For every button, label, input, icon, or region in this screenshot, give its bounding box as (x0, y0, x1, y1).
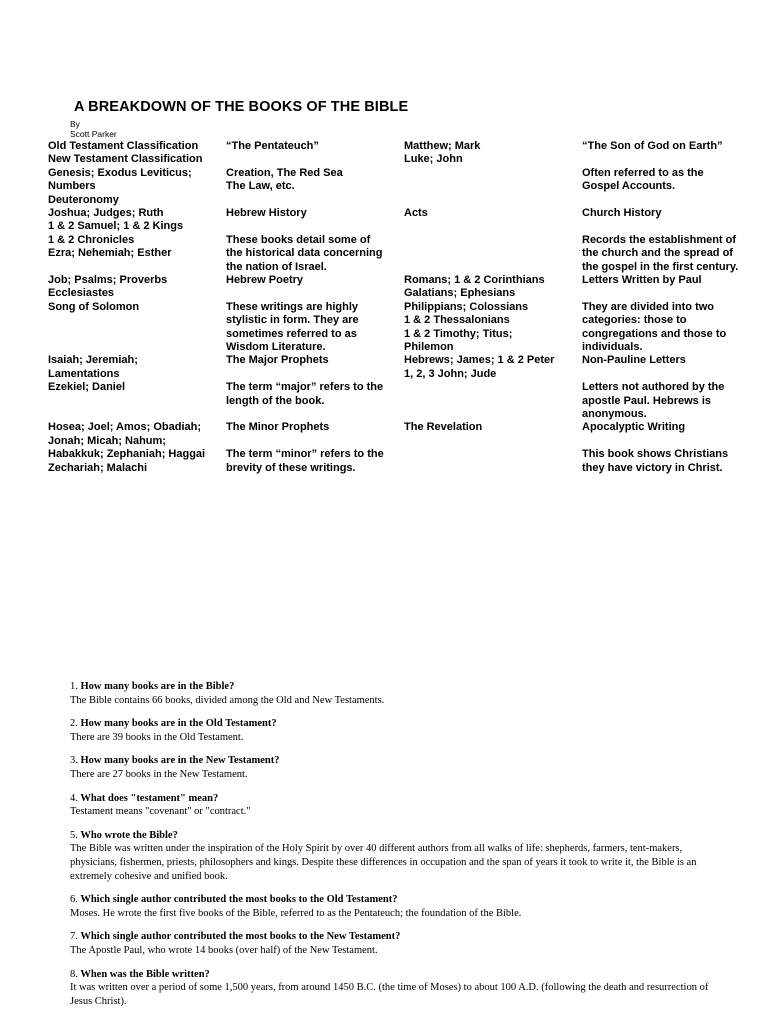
column-line: Hebrews; James; 1 & 2 Peter (404, 354, 555, 367)
column-line (48, 261, 205, 274)
column-line: Ezra; Nehemiah; Esther (48, 247, 172, 260)
column-line (226, 368, 384, 381)
column-line: Matthew; Mark (404, 140, 481, 152)
column-line (226, 287, 384, 300)
column-line: The term “major” refers to the (226, 381, 384, 394)
column-line (404, 381, 554, 394)
faq-answer: The Bible was written under the inspiration of the Holy Spirit by over 40 different authors from all walks of life: shepherds, farmers, tent-makers, physicians, fishermen, priests, philosophers and kings. Despite these differences in occupation and the span of years it took to write it, the Bible is an extremely cohesive and unified book. (70, 843, 697, 882)
byline-label: By (70, 119, 80, 129)
column-line: Joshua; Judges; Ruth (48, 207, 164, 220)
faq-question-text: How many books are in the Old Testament? (80, 718, 277, 730)
faq-answer: Moses. He wrote the first five books of the Bible, referred to as the Pentateuch; the foundation of the Bible. (70, 907, 522, 919)
column-line (404, 395, 554, 408)
column-line: Numbers (48, 180, 96, 193)
column-line: Philippians; Colossians (404, 300, 529, 313)
faq-question-text: How many books are in the New Testament? (80, 755, 280, 767)
column-line: sometimes referred to as (226, 327, 357, 340)
column-line: the historical data concerning (226, 247, 383, 260)
column-line (582, 194, 738, 207)
faq-answer: The Apostle Paul, who wrote 14 books (over half) of the New Testament. (70, 944, 378, 956)
column-line: Galatians; Ephesians (404, 287, 516, 300)
column-line: The Major Prophets (226, 354, 329, 367)
faq-answer: There are 27 books in the New Testament. (70, 768, 248, 780)
column-line (404, 180, 554, 193)
column-line: Acts (404, 206, 428, 219)
faq-item (70, 829, 710, 883)
column-old-testament-categories (226, 140, 384, 475)
faq-question-text: Who wrote the Bible? (80, 829, 178, 841)
column-line (226, 408, 384, 421)
faq-question (70, 829, 710, 843)
faq-number: 3. (70, 755, 78, 767)
column-line: Hebrew History (226, 207, 307, 219)
column-new-testament-books (404, 140, 554, 435)
faq-question (70, 717, 710, 731)
column-line: Gospel Accounts. (582, 180, 676, 193)
column-line: Romans; 1 & 2 Corinthians (404, 273, 545, 286)
faq-answer: It was written over a period of some 1,500 years, from around 1450 B.C. (the time of Moses) to about 100 A.D. (following the death and resurrection of Jesus Christ). (70, 982, 709, 1007)
faq-question-text: Which single author contributed the most books to the Old Testament? (80, 894, 398, 906)
faq-question (70, 930, 710, 944)
column-line: Luke; John (404, 153, 463, 166)
faq-number: 6. (70, 894, 78, 906)
column-line: “The Son of God on Earth” (582, 140, 723, 152)
column-line: Ecclesiastes (48, 287, 115, 300)
column-line: Lamentations (48, 367, 120, 380)
column-line (404, 167, 554, 180)
column-line: apostle Paul. Hebrews is (582, 394, 711, 407)
column-line: 1, 2, 3 John; Jude (404, 367, 497, 380)
column-line: Ezekiel; Daniel (48, 381, 126, 394)
column-line: anonymous. (582, 408, 647, 421)
column-line (404, 261, 554, 274)
faq-number: 7. (70, 931, 78, 943)
faq-item (70, 680, 710, 707)
faq-answer: There are 39 books in the Old Testament. (70, 731, 244, 743)
column-line (404, 247, 554, 260)
column-line: 1 & 2 Thessalonians (404, 314, 510, 327)
faq-section (70, 680, 710, 1018)
faq-answer: The Bible contains 66 books, divided among the Old and New Testaments. (70, 694, 385, 706)
column-line: they have victory in Christ. (582, 461, 723, 474)
column-line: The Law, etc. (226, 180, 295, 193)
column-line: These books detail some of (226, 233, 371, 246)
faq-item (70, 930, 710, 957)
column-line (48, 328, 205, 341)
column-line (582, 220, 738, 233)
faq-question (70, 893, 710, 907)
column-line: Records the establishment of (582, 233, 737, 246)
column-line: Church History (582, 207, 662, 219)
column-line: 1 & 2 Samuel; 1 & 2 Kings (48, 220, 184, 233)
column-line: They are divided into two (582, 300, 715, 313)
faq-item (70, 717, 710, 744)
faq-question-text: How many books are in the Bible? (80, 681, 235, 692)
faq-question (70, 968, 710, 982)
column-line: Hosea; Joel; Amos; Obadiah; (48, 421, 202, 434)
column-line (404, 408, 554, 421)
column-line: the nation of Israel. (226, 260, 327, 273)
column-line (48, 341, 205, 354)
column-line (582, 287, 738, 300)
column-line (226, 194, 384, 207)
column-line: Song of Solomon (48, 300, 140, 313)
faq-item (70, 968, 710, 1009)
column-line: The Revelation (404, 421, 483, 434)
column-line: The Minor Prophets (226, 421, 330, 434)
faq-item (70, 792, 710, 819)
column-line (582, 368, 738, 381)
faq-question-text: Which single author contributed the most books to the New Testament? (80, 931, 401, 943)
column-line (404, 220, 554, 233)
column-line: The term “minor” refers to the (226, 448, 384, 461)
column-line: Often referred to as the (582, 166, 704, 179)
column-line: This book shows Christians (582, 448, 729, 461)
column-line: Letters not authored by the (582, 381, 725, 394)
column-line: Non-Pauline Letters (582, 354, 686, 367)
page-title: A BREAKDOWN OF THE BOOKS OF THE BIBLE (74, 99, 409, 115)
column-line: Creation, The Red Sea (226, 166, 343, 179)
column-line: Genesis; Exodus Leviticus; (48, 166, 192, 179)
column-line: 1 & 2 Timothy; Titus; (404, 327, 513, 340)
column-line: 1 & 2 Chronicles (48, 233, 135, 246)
column-line: Apocalyptic Writing (582, 421, 686, 434)
column-line (226, 220, 384, 233)
faq-number: 1. (70, 681, 78, 692)
column-line: Hebrew Poetry (226, 274, 304, 287)
faq-question (70, 792, 710, 806)
column-line (582, 435, 738, 448)
column-line: Habakkuk; Zephaniah; Haggai (48, 448, 206, 461)
faq-question-text: When was the Bible written? (80, 968, 210, 980)
column-line (404, 194, 554, 207)
faq-question (70, 680, 710, 694)
column-line: New Testament Classification (48, 153, 203, 166)
column-line: Letters Written by Paul (582, 274, 702, 287)
column-line: congregations and those to (582, 327, 727, 340)
column-line: individuals. (582, 341, 643, 354)
column-line (48, 395, 205, 408)
column-line: the gospel in the first century. (582, 260, 739, 273)
column-new-testament-categories (582, 140, 738, 475)
column-line: Jonah; Micah; Nahum; (48, 434, 166, 447)
column-line (48, 408, 205, 421)
faq-question-text: What does "testament" mean? (80, 792, 219, 804)
column-line (226, 435, 384, 448)
column-old-testament-books (48, 140, 205, 475)
column-line (582, 153, 738, 166)
column-line: Isaiah; Jeremiah; (48, 354, 138, 367)
column-line: brevity of these writings. (226, 461, 356, 474)
column-line: Philemon (404, 340, 454, 353)
column-line: the church and the spread of (582, 247, 733, 260)
faq-number: 8. (70, 968, 78, 980)
author-name: Scott Parker (70, 129, 117, 139)
column-line: Old Testament Classification (48, 140, 199, 152)
column-line (48, 314, 205, 327)
column-line: Wisdom Literature. (226, 341, 326, 354)
faq-number: 4. (70, 792, 78, 804)
faq-answer: Testament means "covenant" or "contract." (70, 806, 251, 818)
column-line: Deuteronomy (48, 193, 119, 206)
byline (70, 119, 117, 139)
column-line (404, 234, 554, 247)
faq-question (70, 754, 710, 768)
faq-item (70, 893, 710, 920)
column-line: “The Pentateuch” (226, 140, 319, 152)
faq-number: 2. (70, 718, 78, 730)
column-line: These writings are highly (226, 300, 359, 313)
column-line: categories: those to (582, 314, 687, 327)
column-line (226, 153, 384, 166)
column-line: length of the book. (226, 394, 325, 407)
column-line: Zechariah; Malachi (48, 461, 148, 474)
column-line: stylistic in form. They are (226, 314, 359, 327)
faq-item (70, 754, 710, 781)
faq-number: 5. (70, 829, 78, 841)
column-line: Job; Psalms; Proverbs (48, 274, 168, 287)
